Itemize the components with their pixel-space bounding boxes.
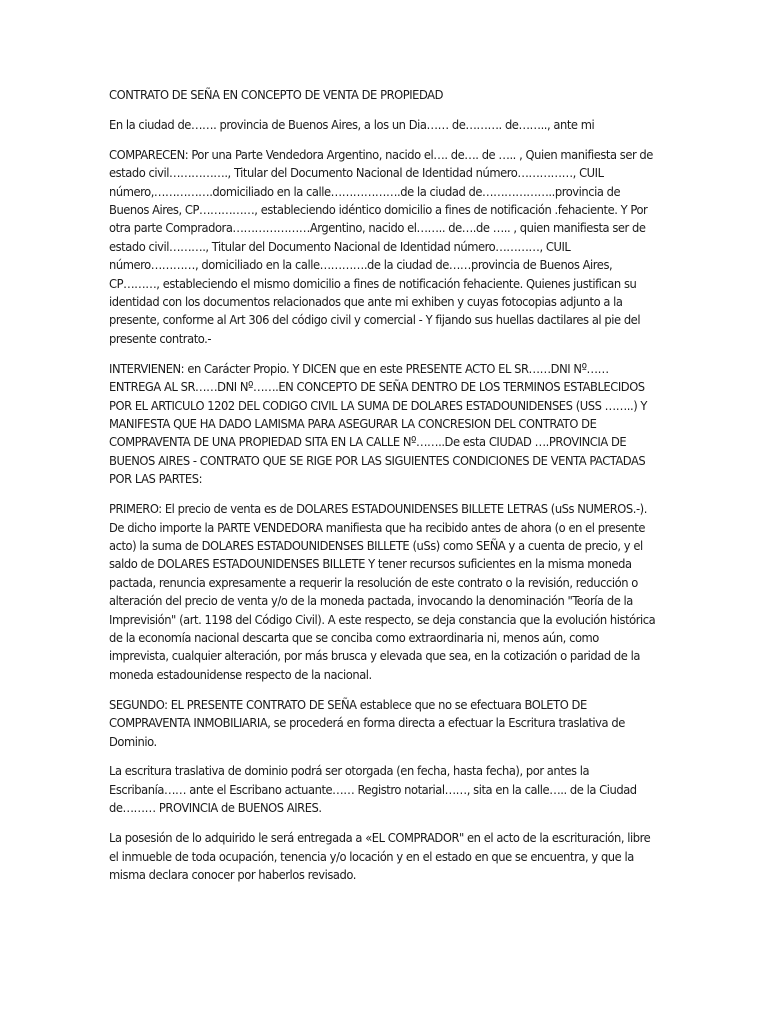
paragraph-primero: PRIMERO: El precio de venta es de DOLARES ESTADOUNIDENSES BILLETE LETRAS (uSs NUMEROS.-). De dicho importe la PARTE VENDEDORA manifiesta que ha recibido antes de ahora (o en el presente acto) la suma de DOLARES ESTADOUNIDENSES BILLETE (uSs) como SEÑA y a cuenta de precio, y el saldo de DOLARES ESTADOUNIDENSES BILLETE Y tener recursos suficientes en la misma moneda pactada, renuncia expresamente a requerir la resolución de este contrato o la revisión, reducción o alteración del precio de venta y/o de la moneda pactada, invocando la denominación "Teoría de la Imprevisión" (art. 1198 del Código Civil). A este respecto, se deja constancia que la evolución histórica de la economía nacional descarta que se conciba como extraordinaria ni, menos aún, como imprevista, cualquier alteración, por más brusca y elevada que sea, en la cotización o paridad de la moneda estadounidense respecto de la nacional. (109, 502, 656, 683)
paragraph-opening: En la ciudad de……. provincia de Buenos Aires, a los un Dia…… de………. de…….., ante mi (109, 117, 595, 133)
paragraph-segundo: SEGUNDO: EL PRESENTE CONTRATO DE SEÑA establece que no se efectuara BOLETO DE COMPRAVENTA INMOBILIARIA, se procederá en forma directa a efectuar la Escritura traslativa de Dominio. (109, 697, 625, 750)
document-title: CONTRATO DE SEÑA EN CONCEPTO DE VENTA DE PROPIEDAD (109, 88, 444, 103)
paragraph-escritura: La escritura traslativa de dominio podrá ser otorgada (en fecha, hasta fecha), por antes la Escribanía…… ante el Escribano actuante…… Registro notarial……, sita en la calle….. de la Ciudad de……… PROVINCIA de BUENOS AIRES. (109, 764, 637, 817)
paragraph-posesion: La posesión de lo adquirido le será entregada a «EL COMPRADOR" en el acto de la escrituración, libre el inmueble de toda ocupación, tenencia y/o locación y en el estado en que se encuentra, y que la misma declara conocer por haberlos revisado. (109, 831, 651, 883)
paragraph-intervienen: INTERVIENEN: en Carácter Propio. Y DICEN que en este PRESENTE ACTO EL SR……DNI Nº…… ENTREGA AL SR……DNI Nº…….EN CONCEPTO DE SEÑA DENTRO DE LOS TERMINOS ESTABLECIDOS POR EL ARTICULO 1202 DEL CODIGO CIVIL LA SUMA DE DOLARES ESTADOUNIDENSES (USS ……..) Y MANIFESTA QUE HA DADO LAMISMA PARA ASEGURAR LA CONCRESION DEL CONTRATO DE COMPRAVENTA DE UNA PROPIEDAD SITA EN LA CALLE Nº……..De esta CIUDAD ….PROVINCIA DE BUENOS AIRES - CONTRATO QUE SE RIGE POR LAS SIGUIENTES CONDICIONES DE VENTA PACTADAS POR LAS PARTES: (109, 361, 648, 488)
document-page (109, 87, 661, 897)
paragraph-comparecen: COMPARECEN: Por una Parte Vendedora Argentino, nacido el…. de…. de ….. , Quien manifiesta ser de estado civil……………., Titular del Documento Nacional de Identidad número……………, CUIL número,…………….domiciliado en la calle……………….de la ciudad de………………..provincia de Buenos Aires, CP……………, estableciendo idéntico domicilio a fines de notificación .fehaciente. Y Por otra parte Compradora…………………Argentino, nacido el…….. de….de ….. , quien manifiesta ser de estado civil………., Titular del Documento Nacional de Identidad número…………, CUIL número…………, domiciliado en la calle………….de la ciudad de……provincia de Buenos Aires, CP………, estableciendo el mismo domicilio a fines de notificación fehaciente. Quienes justifican su identidad con los documentos relacionados que ante mi exhiben y cuyas fotocopias adjunto a la presente, conforme al Art 306 del código civil y comercial - Y fijando sus huellas dactilares al pie del presente contrato.- (109, 147, 653, 347)
